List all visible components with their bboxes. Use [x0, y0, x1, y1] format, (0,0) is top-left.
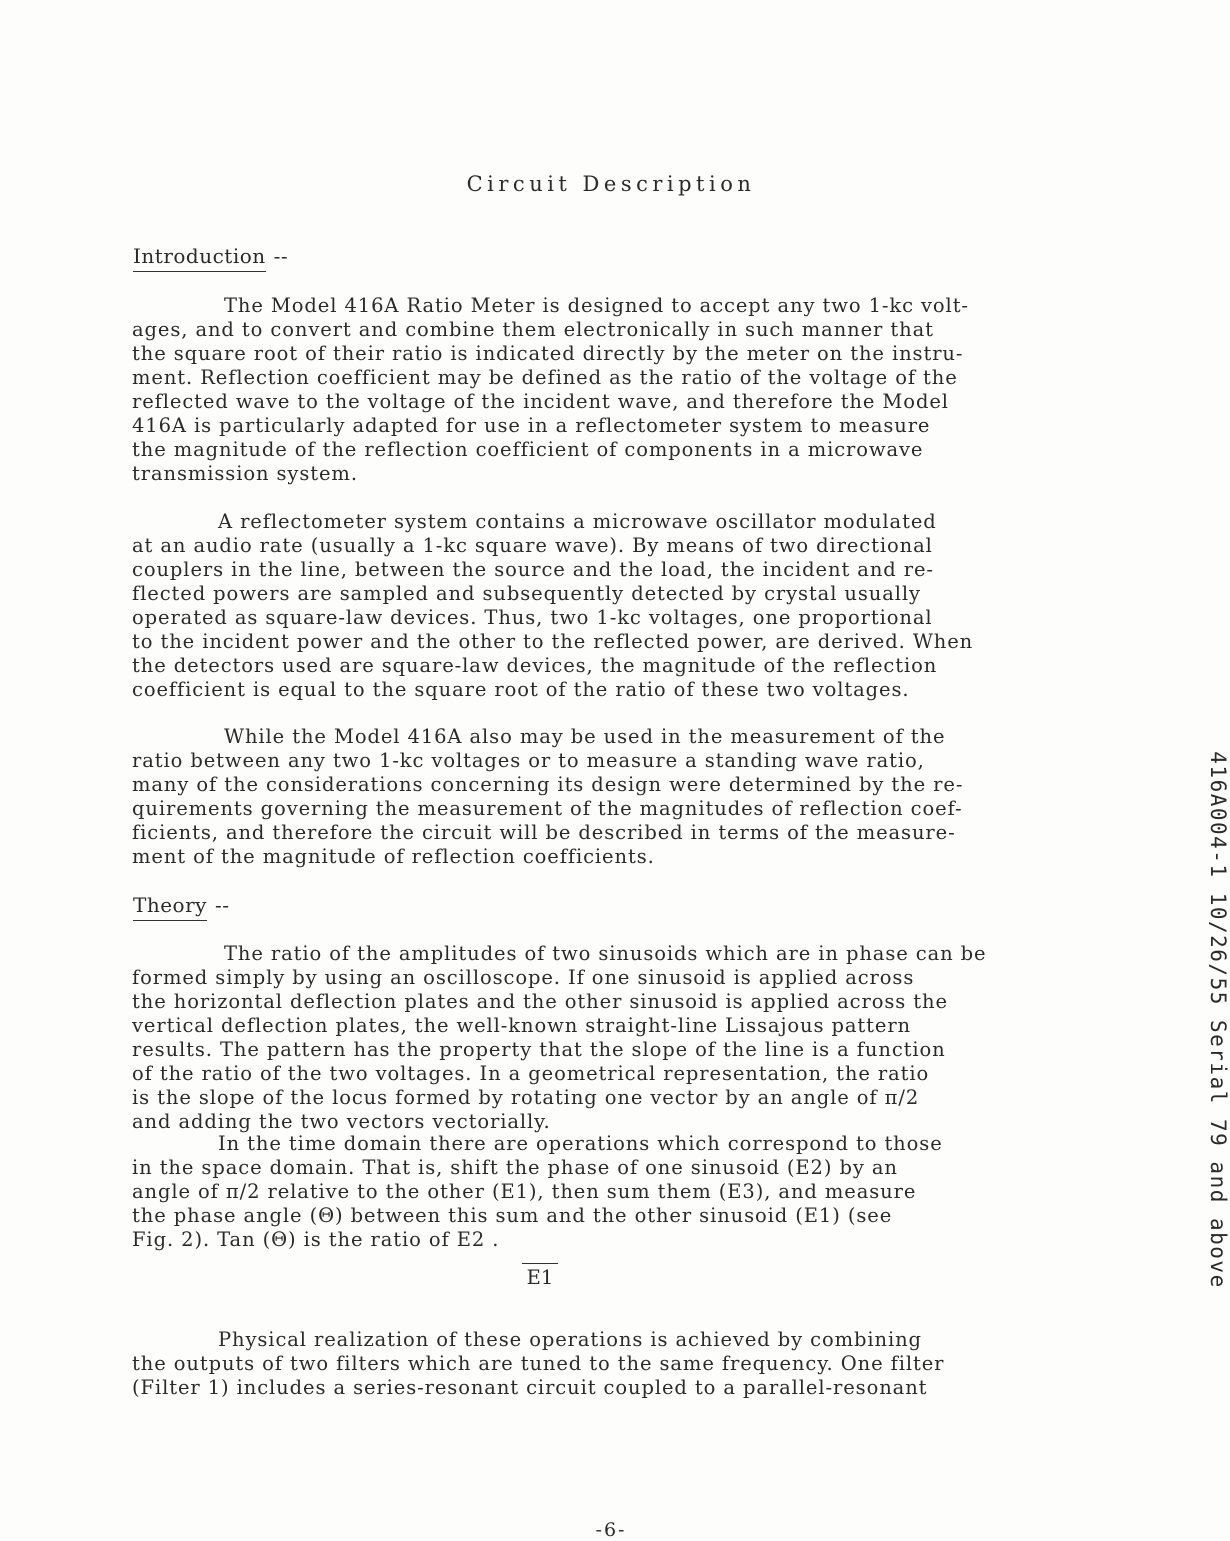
section-heading-introduction [133, 244, 288, 268]
text-line: The Model 416A Ratio Meter is designed to accept any two 1-kc volt- [224, 294, 969, 317]
text-line: the square root of their ratio is indicated directly by the meter on the instru- [132, 342, 964, 365]
theory-paragraph-2 [132, 1132, 1072, 1252]
text-line: of the ratio of the two voltages. In a geometrical representation, the ratio [132, 1062, 930, 1085]
theory-paragraph-3 [132, 1328, 1072, 1400]
text-line: In the time domain there are operations which correspond to those [218, 1132, 943, 1155]
text-line: 416A is particularly adapted for use in a reflectometer system to measure [132, 414, 931, 437]
heading-text: Theory [133, 893, 207, 921]
text-line: ment. Reflection coefficient may be defined as the ratio of the voltage of the [132, 366, 958, 389]
fraction-denominator: E1 [522, 1263, 558, 1289]
intro-paragraph-2 [132, 510, 1072, 702]
text-line: the phase angle (Θ) between this sum and the other sinusoid (E1) (see [132, 1204, 893, 1227]
text-line: A reflectometer system contains a microwave oscillator modulated [218, 510, 937, 533]
theory-paragraph-1 [132, 942, 1072, 1134]
text-line: results. The pattern has the property that the slope of the line is a function [132, 1038, 946, 1061]
text-line: ratio between any two 1-kc voltages or to measure a standing wave ratio, [132, 749, 925, 772]
text-line: operated as square-law devices. Thus, two 1-kc voltages, one proportional [132, 606, 933, 629]
intro-paragraph-3 [132, 725, 1072, 869]
text-line: ficients, and therefore the circuit will be described in terms of the measure- [132, 821, 956, 844]
text-line: ages, and to convert and combine them electronically in such manner that [132, 318, 934, 341]
heading-dash: -- [273, 244, 289, 268]
text-line: in the space domain. That is, shift the phase of one sinusoid (E2) by an [132, 1156, 898, 1179]
text-line: at an audio rate (usually a 1-kc square wave). By means of two directional [132, 534, 933, 557]
heading-text: Introduction [133, 244, 266, 272]
text-line: (Filter 1) includes a series-resonant circuit coupled to a parallel-resonant [132, 1376, 928, 1399]
text-line: The ratio of the amplitudes of two sinusoids which are in phase can be [224, 942, 987, 965]
text-line: is the slope of the locus formed by rotating one vector by an angle of π/2 [132, 1086, 920, 1109]
text-line: coefficient is equal to the square root of the ratio of these two voltages. [132, 678, 910, 701]
text-line: the outputs of two filters which are tuned to the same frequency. One filter [132, 1352, 945, 1375]
text-line: the horizontal deflection plates and the other sinusoid is applied across the [132, 990, 948, 1013]
section-heading-theory [133, 893, 229, 917]
intro-paragraph-1 [132, 294, 1072, 486]
text-line: couplers in the line, between the source and the load, the incident and re- [132, 558, 934, 581]
text-line: ment of the magnitude of reflection coefficients. [132, 845, 655, 868]
text-line: reflected wave to the voltage of the incident wave, and therefore the Model [132, 390, 949, 413]
text-line: Physical realization of these operations is achieved by combining [218, 1328, 922, 1351]
text-line: quirements governing the measurement of the magnitudes of reflection coef- [132, 797, 963, 820]
heading-dash: -- [214, 893, 230, 917]
text-line: the detectors used are square-law devices, the magnitude of the reflection [132, 654, 938, 677]
text-line: many of the considerations concerning its design were determined by the re- [132, 773, 964, 796]
text-line: While the Model 416A also may be used in the measurement of the [224, 725, 946, 748]
page-number: -6- [595, 1519, 627, 1541]
text-line: transmission system. [132, 462, 358, 485]
document-id-stamp: 416A004-1 10/26/55 Serial 79 and above [1206, 751, 1230, 1289]
page-title: Circuit Description [466, 172, 756, 196]
text-line: the magnitude of the reflection coefficient of components in a microwave [132, 438, 924, 461]
text-line: vertical deflection plates, the well-known straight-line Lissajous pattern [132, 1014, 911, 1037]
text-line: Fig. 2). Tan (Θ) is the ratio of E2 . [132, 1228, 500, 1251]
text-line: flected powers are sampled and subsequently detected by crystal usually [132, 582, 921, 605]
text-line: formed simply by using an oscilloscope. If one sinusoid is applied across [132, 966, 915, 989]
text-line: to the incident power and the other to the reflected power, are derived. When [132, 630, 974, 653]
text-line: and adding the two vectors vectorially. [132, 1110, 551, 1133]
text-line: angle of π/2 relative to the other (E1), then sum them (E3), and measure [132, 1180, 917, 1203]
